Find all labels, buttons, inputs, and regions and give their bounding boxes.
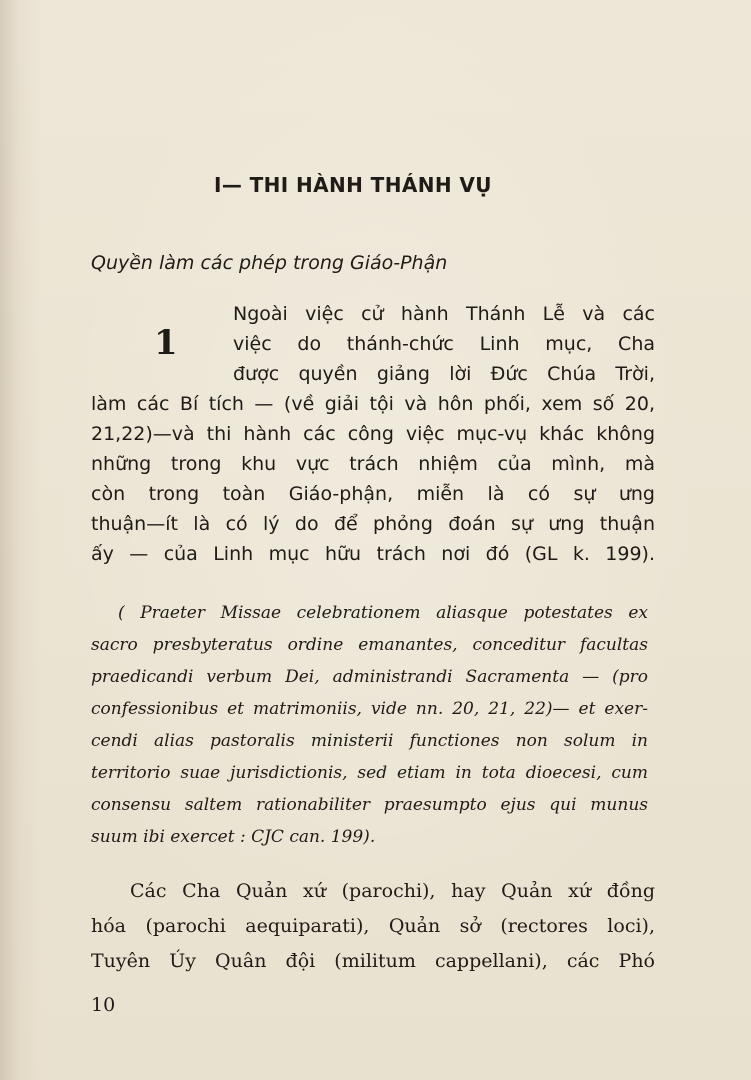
vietnamese-line-5: 21,22)—và thi hành các công việc mục-vụ khác không — [91, 423, 655, 445]
continuation-line-3: Tuyên Úy Quân đội (militum cappellani), các Phó — [91, 950, 655, 972]
page-number: 10 — [91, 994, 116, 1016]
latin-line-2: sacro presbyteratus ordine emanantes, conceditur facultas — [91, 635, 648, 655]
latin-line-1: ( Praeter Missae celebrationem aliasque potestates ex — [118, 603, 648, 623]
vietnamese-line-4: làm các Bí tích — (về giải tội và hôn phối, xem số 20, — [91, 393, 655, 415]
latin-line-7: consensu saltem rationabiliter praesumpto ejus qui munus — [91, 795, 648, 815]
latin-line-6: territorio suae jurisdictionis, sed etiam in tota dioecesi, cum — [91, 763, 648, 783]
latin-line-8: suum ibi exercet : CJC can. 199). — [91, 827, 376, 847]
section-title: I— THI HÀNH THÁNH VỤ — [214, 173, 492, 197]
paragraph-number: 1 — [154, 323, 178, 363]
vietnamese-line-8: thuận—ít là có lý do để phỏng đoán sự ưng thuận — [91, 513, 655, 535]
continuation-line-1: Các Cha Quản xứ (parochi), hay Quản xứ đồng — [130, 880, 655, 902]
vietnamese-line-1: Ngoài việc cử hành Thánh Lễ và các — [233, 303, 655, 325]
latin-line-4: confessionibus et matrimoniis, vide nn. 20, 21, 22)— et exer- — [91, 699, 648, 719]
vietnamese-line-6: những trong khu vực trách nhiệm của mình, mà — [91, 453, 655, 475]
vietnamese-line-3: được quyền giảng lời Đức Chúa Trời, — [233, 363, 655, 385]
subheading: Quyền làm các phép trong Giáo-Phận — [91, 252, 448, 274]
continuation-line-2: hóa (parochi aequiparati), Quản sở (rectores loci), — [91, 915, 655, 937]
latin-line-5: cendi alias pastoralis ministerii functiones non solum in — [91, 731, 648, 751]
vietnamese-line-9: ấy — của Linh mục hữu trách nơi đó (GL k. 199). — [91, 543, 655, 565]
latin-line-3: praedicandi verbum Dei, administrandi Sacramenta — (pro — [91, 667, 648, 687]
vietnamese-line-7: còn trong toàn Giáo-phận, miễn là có sự ưng — [91, 483, 655, 505]
vietnamese-line-2: việc do thánh-chức Linh mục, Cha — [233, 333, 655, 355]
